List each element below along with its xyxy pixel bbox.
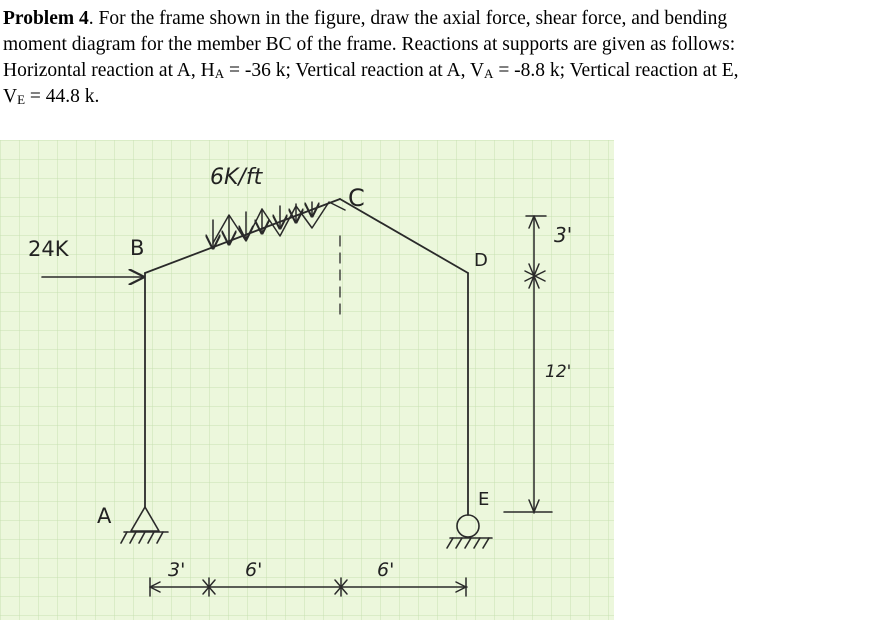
problem-line-4: $V_E = 44.8$ k.: [3, 86, 100, 107]
node-label-C: C: [348, 184, 365, 212]
dim-label-h1: 3': [168, 559, 186, 581]
frame-figure: [0, 140, 614, 620]
dim-label-v2: 12': [545, 362, 572, 382]
problem-line-1: Problem 4. For the frame shown in the figure, draw the axial force, shear force, and bending: [3, 8, 728, 29]
node-label-D: D: [474, 250, 488, 271]
node-label-E: E: [478, 489, 490, 510]
load-intensity-label: 6K/ft: [210, 165, 263, 190]
node-label-B: B: [130, 236, 145, 260]
dim-label-v1: 3': [554, 223, 573, 247]
node-label-A: A: [97, 504, 112, 528]
dim-label-h2: 6': [245, 559, 263, 581]
problem-label: Problem 4: [3, 8, 89, 29]
dim-label-h3: 6': [377, 559, 395, 581]
problem-line-2: moment diagram for the member BC of the frame. Reactions at supports are given as follows:: [3, 34, 736, 55]
problem-line-3: Horizontal reaction at A, $H_A = -36$ k; Vertical reaction at A, $V_A = -8.8$ k; Vertical reaction at E,: [3, 60, 739, 81]
horizontal-load-label: 24K: [28, 237, 69, 261]
problem-statement: [3, 6, 883, 110]
